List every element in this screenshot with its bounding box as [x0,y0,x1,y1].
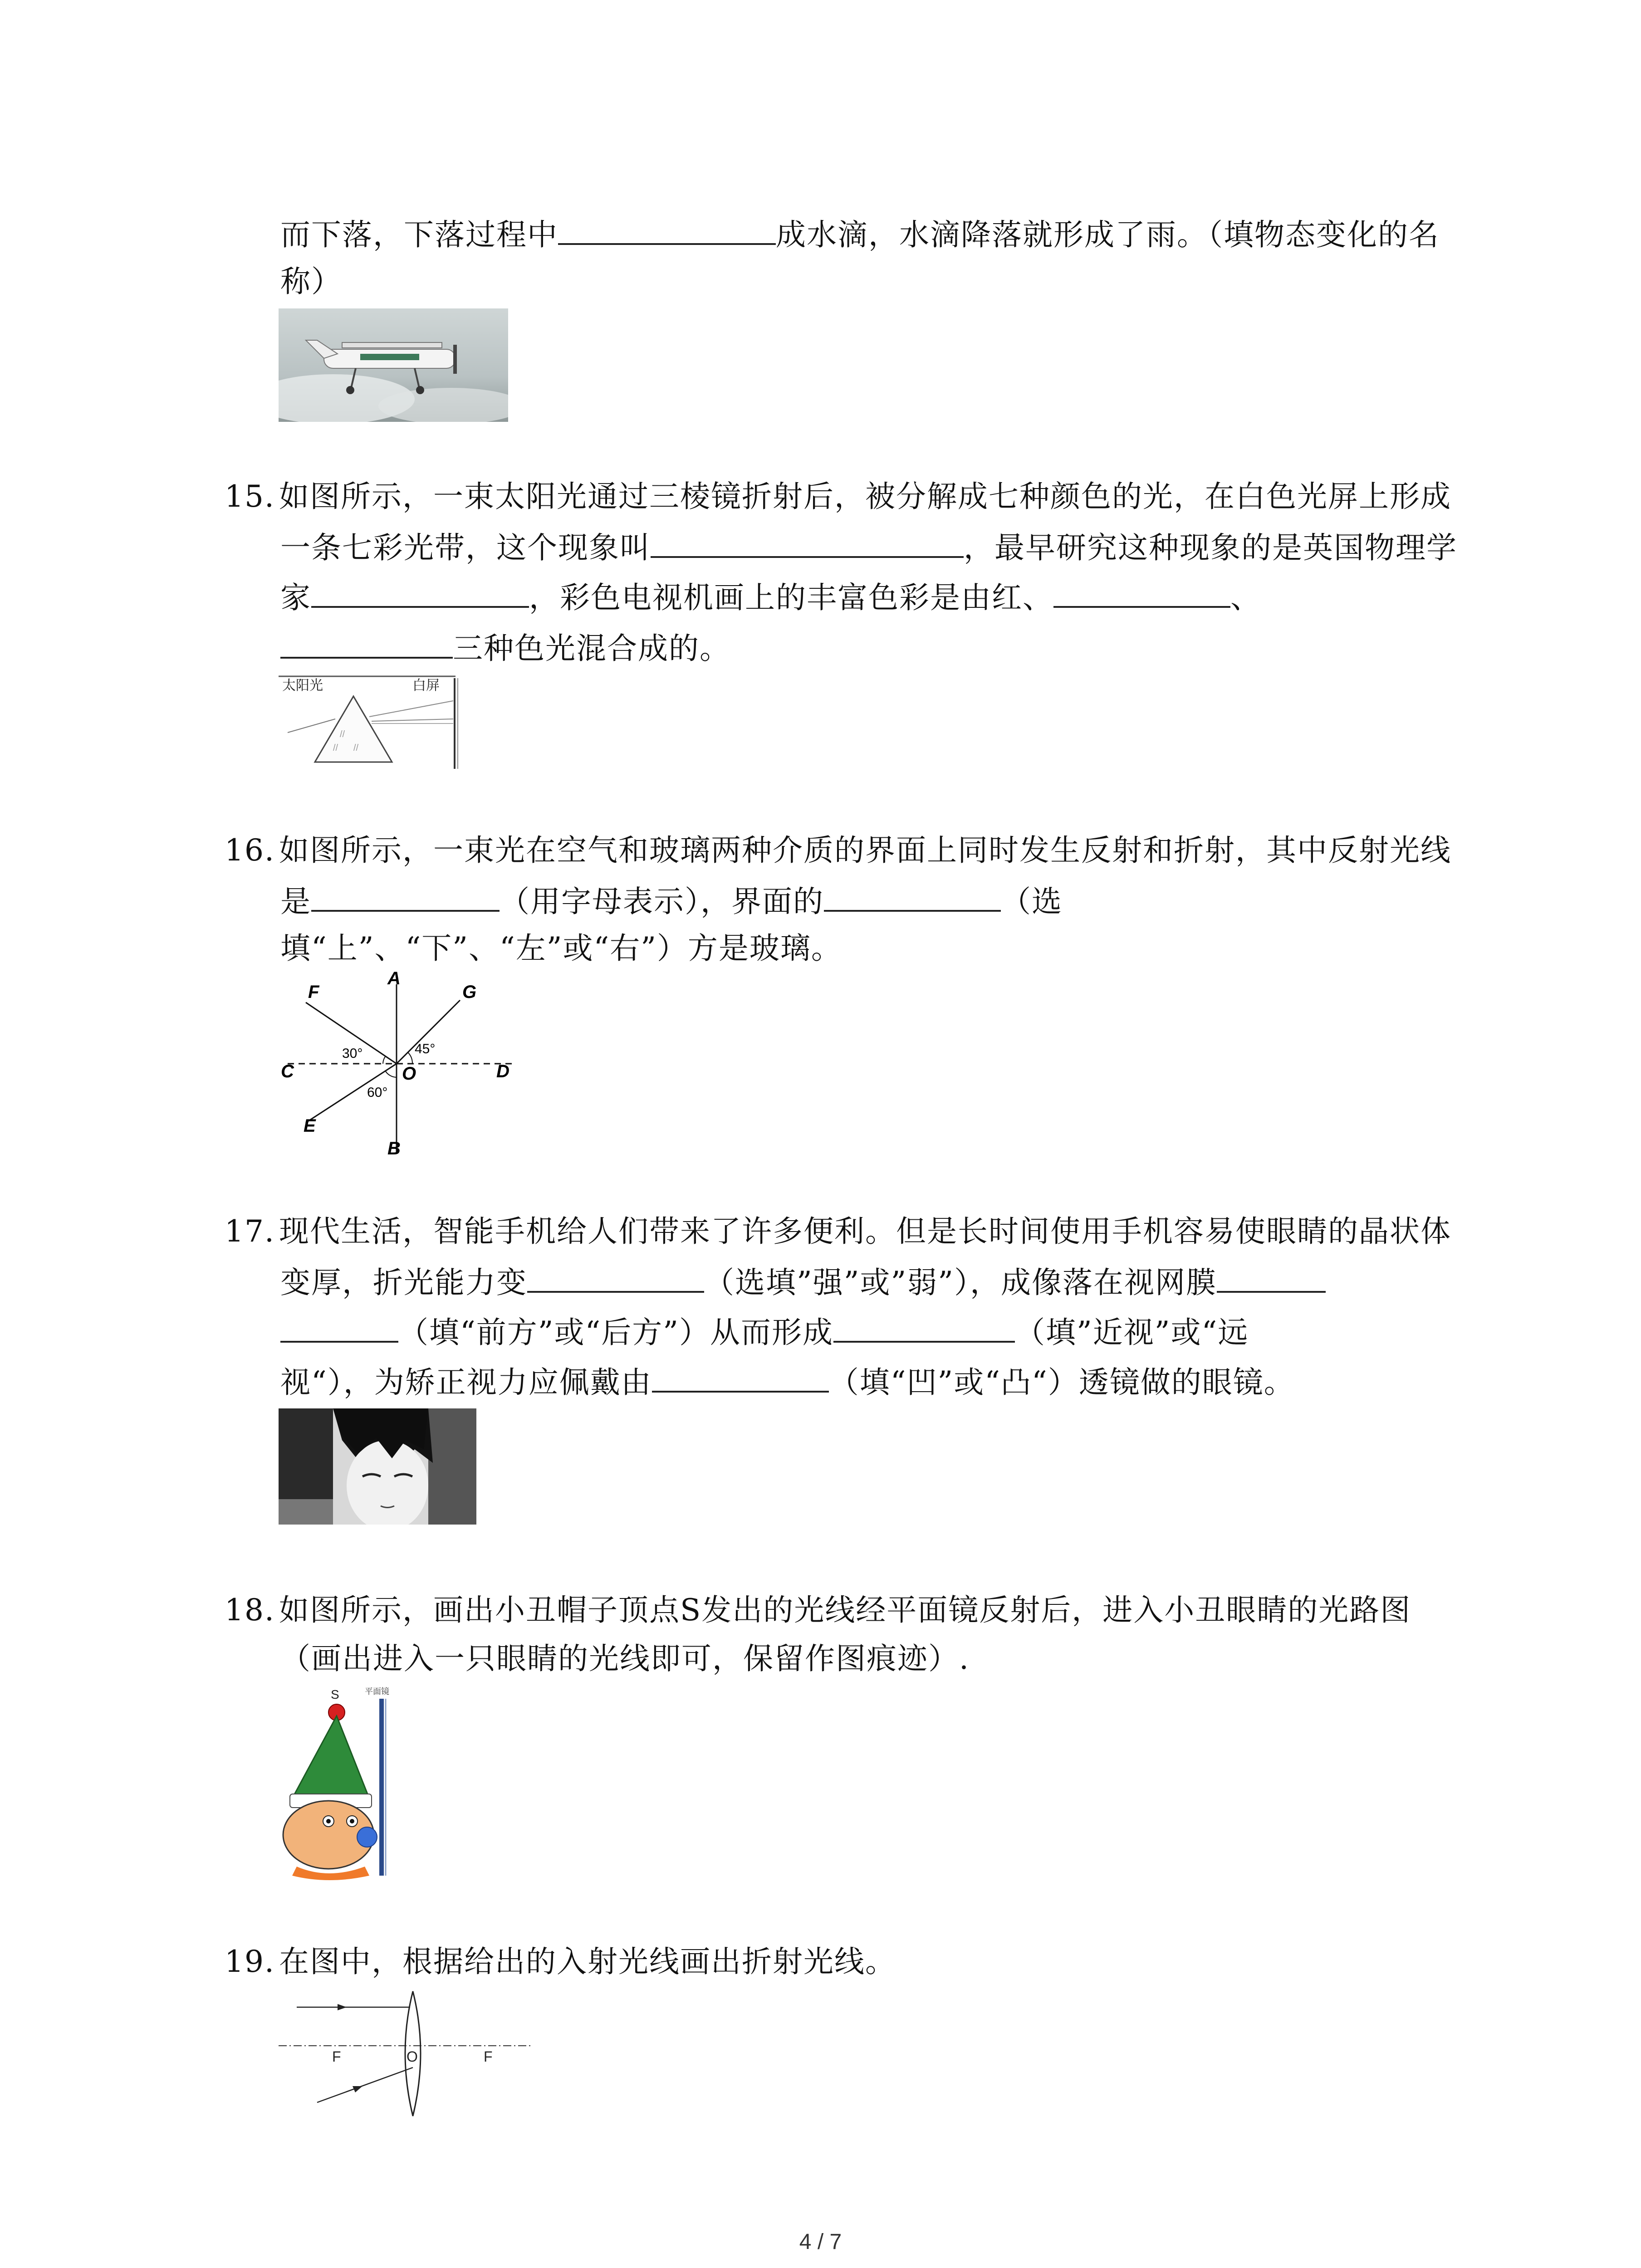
q15-line-1 [225,476,1451,517]
q14-line-2: 称） [280,264,342,299]
svg-text://: // [333,743,338,753]
prism-figure [279,674,465,773]
q16-line-3: 填“上”、“下”、“左”或“右”）方是玻璃。 [280,931,842,966]
screen-label: 白屏 [412,678,440,693]
q18-text: 如图所示，画出小丑帽子顶点S发出的光线经平面镜反射后，进入小丑眼睛的光路图 [279,1593,1411,1628]
q16-line-2 [280,880,1063,922]
q14-text: 成水滴，水滴降落就形成了雨。（填物态变化的名 [776,217,1440,252]
q17-blank-1[interactable] [527,1261,704,1293]
q15-blank-2[interactable] [311,576,529,608]
q15-line-3 [280,576,1261,618]
angle-60: 60° [367,1085,388,1100]
q15-line-4 [280,627,730,669]
label-D: D [496,1061,509,1081]
q15-number: 15. [225,479,275,514]
q18-number: 18. [225,1593,275,1628]
point-s-label: S [331,1687,339,1701]
reflection-refraction-figure [279,971,533,1161]
q15-text: ，彩色电视机画上的丰富色彩是由红、 [529,580,1053,615]
q17-text: 视“），为矫正视力应佩戴由 [280,1365,652,1400]
q17-blank-4[interactable] [652,1361,829,1393]
q17-line-2 [280,1261,1326,1303]
q16-text: 是 [280,884,311,919]
q17-text: 现代生活，智能手机给人们带来了许多便利。但是长时间使用手机容易使眼睛的晶状体 [279,1214,1451,1249]
sun-label: 太阳光 [282,678,323,693]
label-C: C [281,1061,294,1081]
focus-label-left: F [332,2048,341,2065]
q14-text: 而下落，下落过程中 [280,217,558,252]
optical-center-label: O [407,2048,418,2065]
clown-nose [357,1827,377,1847]
q17-blank-2-cont[interactable] [280,1311,398,1343]
label-O: O [402,1064,416,1084]
svg-text://: // [340,729,345,739]
q14-blank-1[interactable] [558,213,776,245]
q17-text: （填”近视”或“远 [1014,1315,1249,1350]
q16-blank-2[interactable] [824,880,1001,912]
q17-number: 17. [225,1214,275,1249]
q17-line-3 [280,1311,1249,1353]
q15-text: 三种色光混合成的。 [453,631,730,666]
angle-45: 45° [415,1041,436,1056]
angle-30: 30° [342,1046,363,1061]
q16-text: （选 [1001,884,1063,919]
q17-line-1 [225,1211,1451,1252]
q19-line-1 [225,1941,896,1982]
q18-line-2: （画出进入一只眼睛的光线即可，保留作图痕迹）. [280,1641,970,1676]
q17-text: （填“凹”或“凸“）透镜做的眼镜。 [828,1365,1295,1400]
q15-text: 、 [1230,580,1261,615]
q16-line-1 [225,830,1451,871]
q17-text: （选填”强”或”弱”），成像落在视网膜 [704,1265,1217,1300]
label-E: E [304,1116,316,1136]
q16-text: 如图所示，一束光在空气和玻璃两种介质的界面上同时发生反射和折射，其中反射光线 [279,833,1451,868]
manga-character-picture [279,1408,476,1525]
q16-blank-1[interactable] [311,880,500,912]
label-A: A [387,971,401,988]
convex-lens-figure [279,1987,537,2123]
q17-blank-2[interactable] [1217,1261,1326,1293]
q16-number: 16. [225,833,275,868]
mirror-label: 平面镜 [365,1687,389,1696]
q15-text: 如图所示，一束太阳光通过三棱镜折射后，被分解成七种颜色的光，在白色光屏上形成 [279,479,1451,514]
clown-mirror-figure [279,1685,406,1880]
q19-text: 在图中，根据给出的入射光线画出折射光线。 [279,1944,896,1979]
page-number: 4 / 7 [799,2230,842,2254]
q14-line-1 [280,213,1440,255]
incident-ray-oblique [317,2068,413,2102]
label-B: B [387,1139,401,1158]
q15-text: 一条七彩光带，这个现象叫 [280,530,651,565]
q15-blank-1[interactable] [651,526,964,558]
q17-text: （填“前方”或“后方”）从而形成 [398,1315,833,1350]
airplane-photo [279,308,508,422]
focus-label-right: F [484,2048,493,2065]
q19-number: 19. [225,1944,275,1979]
q15-line-2 [280,526,1457,568]
q17-blank-3[interactable] [833,1311,1015,1343]
q15-blank-4[interactable] [280,627,453,659]
q16-text: （用字母表示），界面的 [500,884,824,919]
q15-text: 家 [280,580,311,615]
q15-blank-3[interactable] [1053,576,1230,608]
plane-mirror [379,1699,384,1876]
q17-text: 变厚，折光能力变 [280,1265,527,1300]
svg-text://: // [353,743,359,753]
q17-line-4 [280,1361,1295,1403]
q15-text: ，最早研究这种现象的是英国物理学 [964,530,1457,565]
label-G: G [462,982,477,1002]
clown-hat [292,1716,369,1799]
q18-line-1 [225,1590,1411,1631]
label-F: F [308,982,319,1002]
